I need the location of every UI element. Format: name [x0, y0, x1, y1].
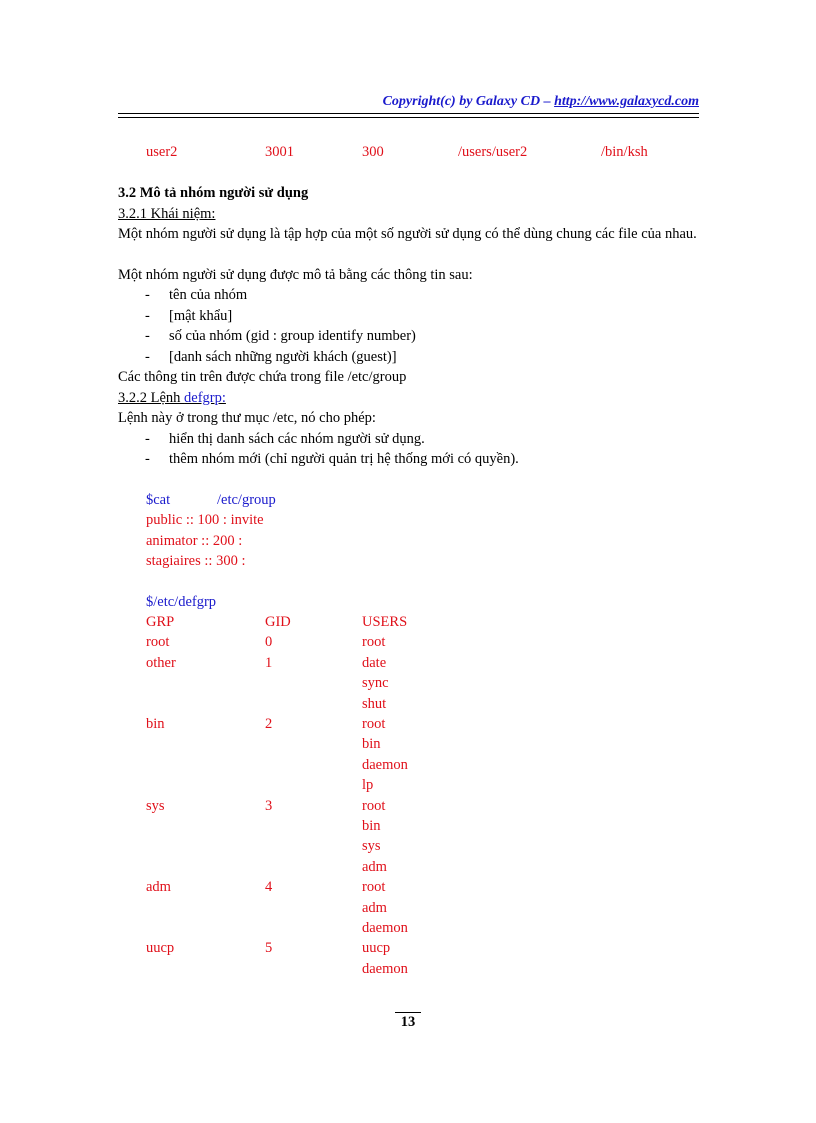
group-file-line: stagiaires :: 300 : — [146, 553, 246, 569]
subsection-title-2 — [118, 388, 226, 408]
paragraph-1: Một nhóm người sử dụng là tập hợp của một số người sử dụng có thể dùng chung các file của nhau. — [118, 226, 697, 242]
bullet-dash: - — [145, 431, 150, 447]
website-link[interactable]: http://www.galaxycd.com — [554, 94, 699, 109]
page-header — [118, 94, 699, 110]
subsection-title-2-prefix: 3.2.2 Lệnh — [118, 390, 185, 406]
bullet-dash: - — [145, 328, 150, 344]
table-cell: 5 — [265, 940, 273, 956]
table-cell: root — [146, 634, 170, 650]
copyright-text: Copyright(c) by Galaxy CD – — [382, 94, 555, 109]
table-cell: daemon — [362, 920, 408, 936]
user-row-home: /users/user2 — [458, 144, 528, 160]
table-cell: 3 — [265, 798, 273, 814]
table-cell: daemon — [362, 961, 408, 977]
user-row-name: user2 — [146, 144, 178, 160]
defgrp-command: $/etc/defgrp — [146, 594, 217, 610]
table-cell: daemon — [362, 757, 408, 773]
paragraph-2: Một nhóm người sử dụng được mô tả bằng các thông tin sau: — [118, 267, 473, 283]
table-header-cell: GRP — [146, 614, 175, 630]
bullet-dash: - — [145, 451, 150, 467]
cat-command: $cat — [146, 492, 171, 508]
bullet-dash: - — [145, 287, 150, 303]
defgrp-link[interactable]: defgrp: — [184, 390, 226, 406]
table-cell: shut — [362, 696, 387, 712]
table-cell: uucp — [146, 940, 175, 956]
table-cell: root — [362, 716, 386, 732]
table-cell: 1 — [265, 655, 273, 671]
paragraph-3: Các thông tin trên được chứa trong file /etc/group — [118, 369, 407, 385]
header-rule-thin — [118, 117, 699, 118]
cat-argument: /etc/group — [217, 492, 276, 508]
table-cell: uucp — [362, 940, 391, 956]
table-cell: other — [146, 655, 176, 671]
bullet-item: tên của nhóm — [169, 287, 248, 303]
bullet-item: [danh sách những người khách (guest)] — [169, 349, 397, 365]
table-cell: bin — [146, 716, 165, 732]
subsection-title-1: 3.2.1 Khái niệm: — [118, 206, 216, 222]
paragraph-4: Lệnh này ở trong thư mục /etc, nó cho phép: — [118, 410, 376, 426]
table-cell: date — [362, 655, 387, 671]
page-number: 13 — [395, 1012, 421, 1031]
table-cell: root — [362, 879, 386, 895]
table-header-cell: GID — [265, 614, 291, 630]
table-cell: root — [362, 634, 386, 650]
bullet-item: [mật khẩu] — [169, 308, 233, 324]
table-cell: 2 — [265, 716, 273, 732]
section-title: 3.2 Mô tả nhóm người sử dụng — [118, 185, 309, 201]
bullet-item: hiển thị danh sách các nhóm người sử dụng. — [169, 431, 425, 447]
header-rule — [118, 113, 699, 114]
bullet-dash: - — [145, 308, 150, 324]
user-row-shell: /bin/ksh — [601, 144, 648, 160]
table-cell: sync — [362, 675, 389, 691]
table-cell: adm — [362, 900, 387, 916]
table-cell: lp — [362, 777, 374, 793]
table-header-cell: USERS — [362, 614, 408, 630]
group-file-line: animator :: 200 : — [146, 533, 243, 549]
table-cell: bin — [362, 818, 381, 834]
table-cell: 4 — [265, 879, 273, 895]
bullet-item: số của nhóm (gid : group identify number) — [169, 328, 416, 344]
user-row-uid: 3001 — [265, 144, 294, 160]
table-cell: root — [362, 798, 386, 814]
bullet-dash: - — [145, 349, 150, 365]
table-cell: bin — [362, 736, 381, 752]
table-cell: adm — [362, 859, 387, 875]
bullet-item: thêm nhóm mới (chỉ người quản trị hệ thống mới có quyền). — [169, 451, 519, 467]
user-row-gid: 300 — [362, 144, 384, 160]
table-cell: sys — [146, 798, 165, 814]
table-cell: adm — [146, 879, 171, 895]
group-file-line: public :: 100 : invite — [146, 512, 264, 528]
table-cell: sys — [362, 838, 381, 854]
table-cell: 0 — [265, 634, 273, 650]
